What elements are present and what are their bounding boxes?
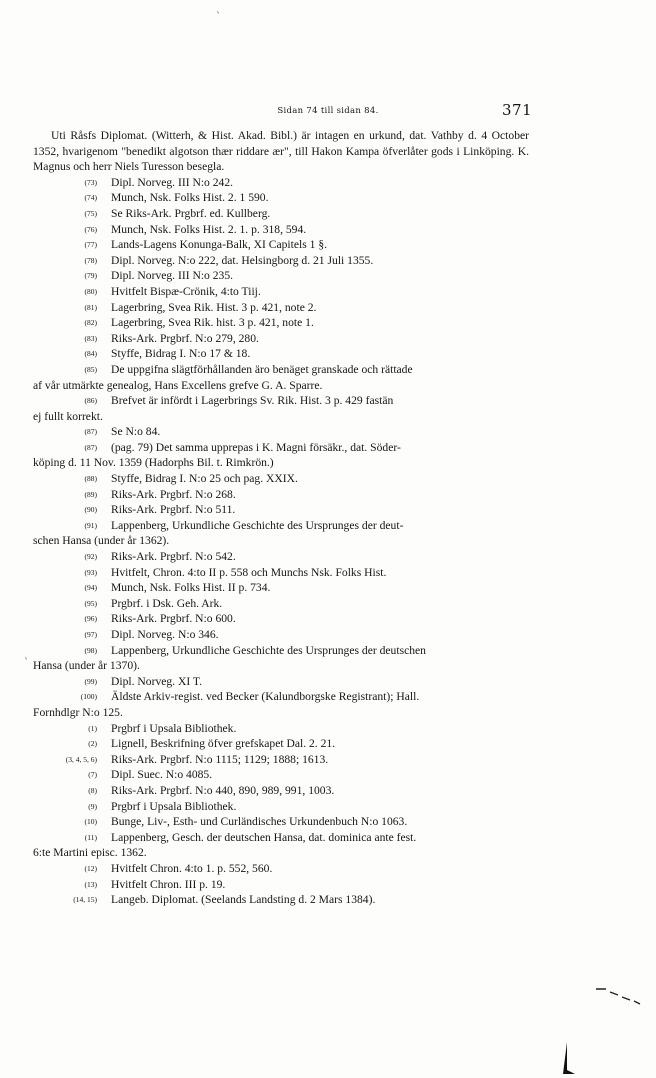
footnote-text: Munch, Nsk. Folks Hist. 2. 1. p. 318, 594. xyxy=(111,222,307,236)
footnote-number: (93) xyxy=(84,567,97,577)
footnote-text: Lands-Lagens Konunga-Balk, XI Capitels 1 §. xyxy=(111,238,328,252)
footnote-number: (84) xyxy=(84,349,97,359)
footnote-number: (1) xyxy=(88,723,97,733)
footnotes-body xyxy=(33,128,529,908)
footnote-number: (97) xyxy=(84,630,97,639)
scan-smudge-icon xyxy=(594,981,642,1005)
footnote-number: (87) xyxy=(84,442,97,452)
footnote-item xyxy=(33,190,529,206)
footnote-text: Dipl. Norveg. XI T. xyxy=(111,674,203,688)
footnote-number: (77) xyxy=(84,240,97,250)
footnote-item xyxy=(33,518,529,549)
footnote-number: (86) xyxy=(84,396,97,406)
footnote-number: (92) xyxy=(84,552,97,562)
footnote-item xyxy=(33,830,529,861)
footnote-item xyxy=(33,346,529,362)
footnote-text: (pag. 79) Det samma upprepas i K. Magni försäkr., dat. Söder- xyxy=(111,440,401,454)
page-number: 371 xyxy=(502,101,533,119)
footnote-number: (75) xyxy=(84,208,97,218)
footnote-text: Hvitfelt, Chron. 4:to II p. 558 och Munchs Nsk. Folks Hist. xyxy=(111,565,387,579)
footnote-number: (89) xyxy=(84,489,97,499)
footnote-text: Lappenberg, Urkundliche Geschichte des Ursprunges der deutschen xyxy=(111,643,426,657)
footnote-text: Dipl. Norveg. N:o 222, dat. Helsingborg d. 21 Juli 1355. xyxy=(111,253,374,267)
footnote-text: Äldste Arkiv-regist. ved Becker (Kalundborgske Registrant); Hall. xyxy=(111,690,420,704)
footnote-item xyxy=(33,237,529,253)
footnote-text: Munch, Nsk. Folks Hist. II p. 734. xyxy=(111,581,271,595)
footnote-number: (7) xyxy=(88,770,97,780)
footnote-text: Prgbrf i Upsala Bibliothek. xyxy=(111,721,237,735)
footnote-text: Se N:o 84. xyxy=(111,425,161,439)
footnote-number: (100) xyxy=(80,692,97,702)
footnote-text: Riks-Ark. Prgbrf. N:o 542. xyxy=(111,550,236,564)
footnote-text: Dipl. Norveg. N:o 346. xyxy=(111,628,219,641)
footnote-text: Riks-Ark. Prgbrf. N:o 440, 890, 989, 991, 1003. xyxy=(111,783,335,797)
footnote-number: (87) xyxy=(84,427,97,437)
footnote-text: Dipl. Norveg. III N:o 242. xyxy=(111,175,234,189)
footnote-text: Hvitfelt Chron. III p. 19. xyxy=(111,877,226,891)
footnote-number: (76) xyxy=(84,224,97,234)
footnote-continuation: Fornhdlgr N:o 125. xyxy=(33,705,123,719)
footnote-number: (2) xyxy=(88,739,97,749)
footnote-item xyxy=(33,611,529,627)
footnote-item xyxy=(33,362,529,393)
footnote-item xyxy=(33,674,529,690)
footnote-item xyxy=(33,861,529,877)
footnote-text: Dipl. Norveg. III N:o 235. xyxy=(111,269,234,283)
footnote-number: (99) xyxy=(84,676,97,686)
footnote-number: (80) xyxy=(84,286,97,296)
footnote-number: (90) xyxy=(84,505,97,515)
footnote-item xyxy=(33,596,529,612)
print-speck: ˋ xyxy=(216,12,221,23)
footnote-item xyxy=(33,331,529,347)
footnote-continuation: 6:te Martini episc. 1362. xyxy=(33,846,147,860)
footnote-number: (73) xyxy=(84,177,97,187)
footnote-number: (14, 15) xyxy=(73,895,97,905)
footnote-text: Prgbrf i Upsala Bibliothek. xyxy=(111,799,237,813)
footnote-continuation: köping d. 11 Nov. 1359 (Hadorphs Bil. t. Rimkrön.) xyxy=(33,456,274,470)
footnote-number: (95) xyxy=(84,598,97,608)
footnote-item xyxy=(33,206,529,222)
footnote-text: Lagerbring, Svea Rik. hist. 3 p. 421, note 1. xyxy=(111,316,314,330)
footnote-item xyxy=(33,643,529,674)
footnote-item xyxy=(33,721,529,737)
footnote-item xyxy=(33,877,529,893)
footnote-number: (83) xyxy=(84,333,97,343)
footnote-number: (96) xyxy=(84,614,97,624)
footnote-text: Prgbrf. i Dsk. Geh. Ark. xyxy=(111,596,223,610)
footnote-number: (12) xyxy=(84,863,97,873)
footnote-number: (98) xyxy=(84,645,97,655)
footnote-continuation: schen Hansa (under år 1362). xyxy=(33,534,170,548)
footnote-text: Munch, Nsk. Folks Hist. 2. 1 590. xyxy=(111,191,269,205)
footnote-number: (9) xyxy=(88,801,97,811)
footnote-item xyxy=(33,300,529,316)
footnote-text: Bunge, Liv-, Esth- und Curländisches Urkundenbuch N:o 1063. xyxy=(111,815,408,829)
footnote-item xyxy=(33,549,529,565)
footnote-text: Riks-Ark. Prgbrf. N:o 1115; 1129; 1888; 1613. xyxy=(111,752,329,766)
footnote-text: Langeb. Diplomat. (Seelands Landsting d. 2 Mars 1384). xyxy=(111,893,376,907)
footnote-item xyxy=(33,689,529,720)
footnote-item xyxy=(33,752,529,768)
footnote-number: (85) xyxy=(84,364,97,374)
footnote-item xyxy=(33,767,529,783)
footnote-text: Lagerbring, Svea Rik. Hist. 3 p. 421, note 2. xyxy=(111,300,317,314)
footnote-item xyxy=(33,892,529,908)
footnote-number: (79) xyxy=(84,271,97,281)
footnote-text: Hvitfelt Chron. 4:to 1. p. 552, 560. xyxy=(111,861,273,875)
footnote-number: (82) xyxy=(84,318,97,328)
footnote-text: Riks-Ark. Prgbrf. N:o 600. xyxy=(111,612,236,626)
footnote-number: (10) xyxy=(84,817,97,827)
footnote-number: (11) xyxy=(84,832,97,842)
footnote-text: Se Riks-Ark. Prgbrf. ed. Kullberg. xyxy=(111,206,271,220)
footnote-continuation: ej fullt korrekt. xyxy=(33,409,103,423)
footnote-text: Lignell, Beskrifning öfver grefskapet Dal. 2. 21. xyxy=(111,737,336,751)
footnote-number: (78) xyxy=(84,255,97,265)
footnote-item xyxy=(33,440,529,471)
footnote-item xyxy=(33,502,529,518)
footnote-item xyxy=(33,253,529,269)
footnote-item xyxy=(33,814,529,830)
footnote-text: Riks-Ark. Prgbrf. N:o 268. xyxy=(111,487,236,501)
footnote-text: Styffe, Bidrag I. N:o 17 & 18. xyxy=(111,347,251,361)
footnote-number: (13) xyxy=(84,879,97,889)
running-head: Sidan 74 till sidan 84. xyxy=(277,106,379,116)
footnote-number: (81) xyxy=(84,302,97,312)
footnote-item xyxy=(33,736,529,752)
footnote-number: (94) xyxy=(84,583,97,593)
footnote-number: (74) xyxy=(84,193,97,203)
footnote-list xyxy=(33,175,529,908)
footnote-item xyxy=(33,315,529,331)
footnote-item xyxy=(33,799,529,815)
footnote-item xyxy=(33,565,529,581)
scan-mark-icon xyxy=(561,1040,577,1076)
footnote-number: (91) xyxy=(84,520,97,530)
footnote-item xyxy=(33,580,529,596)
footnote-item xyxy=(33,284,529,300)
footnote-continuation: af vår utmärkte genealog, Hans Excellens grefve G. A. Sparre. xyxy=(33,378,323,392)
footnote-item xyxy=(33,268,529,284)
footnote-text: Lappenberg, Urkundliche Geschichte des Ursprunges der deut- xyxy=(111,518,404,532)
footnote-item xyxy=(33,487,529,503)
footnote-text: Dipl. Suec. N:o 4085. xyxy=(111,768,213,782)
intro-paragraph: Uti Råsfs Diplomat. (Witterh, & Hist. Akad. Bibl.) är intagen en urkund, dat. Vathby d. 4 October 1352, hvarigenom "benedikt algotson thær riddare ær", till Hakon Kampa öfverlåter gods i Linköping. K. Magnus och herr Niels Turesson besegla. xyxy=(33,129,529,174)
footnote-item xyxy=(33,222,529,238)
footnote-number: (3, 4, 5, 6) xyxy=(65,754,97,764)
footnote-number: (88) xyxy=(84,474,97,484)
footnote-item xyxy=(33,393,529,424)
footnote-text: Brefvet är infördt i Lagerbrings Sv. Rik. Hist. 3 p. 429 fastän xyxy=(111,394,394,408)
footnote-text: Styffe, Bidrag I. N:o 25 och pag. XXIX. xyxy=(111,472,298,486)
footnote-text: Hvitfelt Bispæ-Crönik, 4:to Tiij. xyxy=(111,284,261,298)
footnote-item xyxy=(33,424,529,440)
print-speck: ˋ xyxy=(24,658,29,669)
footnote-text: De uppgifna slägtförhållanden äro benäget granskade och rättade xyxy=(111,362,413,376)
footnote-text: Riks-Ark. Prgbrf. N:o 279, 280. xyxy=(111,331,259,345)
footnote-item xyxy=(33,627,529,643)
footnote-text: Riks-Ark. Prgbrf. N:o 511. xyxy=(111,503,236,517)
footnote-text: Lappenberg, Gesch. der deutschen Hansa, dat. dominica ante fest. xyxy=(111,830,417,844)
footnote-item xyxy=(33,783,529,799)
footnote-continuation: Hansa (under år 1370). xyxy=(33,659,140,673)
footnote-item xyxy=(33,471,529,487)
footnote-item xyxy=(33,175,529,191)
footnote-number: (8) xyxy=(88,785,97,795)
